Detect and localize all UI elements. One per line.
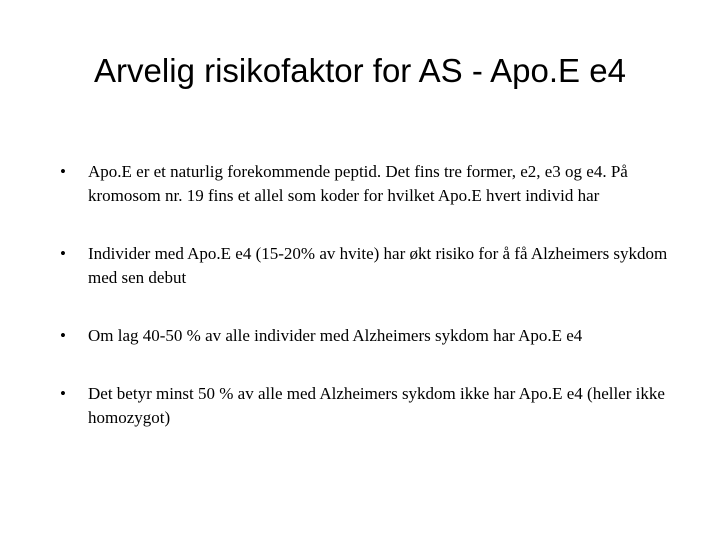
bullet-item (60, 324, 680, 348)
bullet-list (60, 160, 680, 464)
bullet-text: Individer med Apo.E e4 (15-20% av hvite) har økt risiko for å få Alzheimers sykdom med sen debut (88, 244, 668, 287)
bullet-item (60, 382, 680, 430)
bullet-text: Apo.E er et naturlig forekommende peptid. Det fins tre former, e2, e3 og e4. På kromosom nr. 19 fins et allel som koder for hvilket Apo.E hvert individ har (88, 162, 628, 205)
bullet-dot-icon: • (60, 162, 66, 181)
slide-title: Arvelig risikofaktor for AS - Apo.E e4 (94, 52, 626, 89)
bullet-dot-icon: • (60, 244, 66, 263)
bullet-item (60, 242, 680, 290)
bullet-dot-icon: • (60, 384, 66, 403)
bullet-dot-icon: • (60, 326, 66, 345)
bullet-text: Det betyr minst 50 % av alle med Alzheimers sykdom ikke har Apo.E e4 (heller ikke homozygot) (88, 384, 665, 427)
bullet-item (60, 160, 680, 208)
bullet-text: Om lag 40-50 % av alle individer med Alzheimers sykdom har Apo.E e4 (88, 326, 583, 345)
